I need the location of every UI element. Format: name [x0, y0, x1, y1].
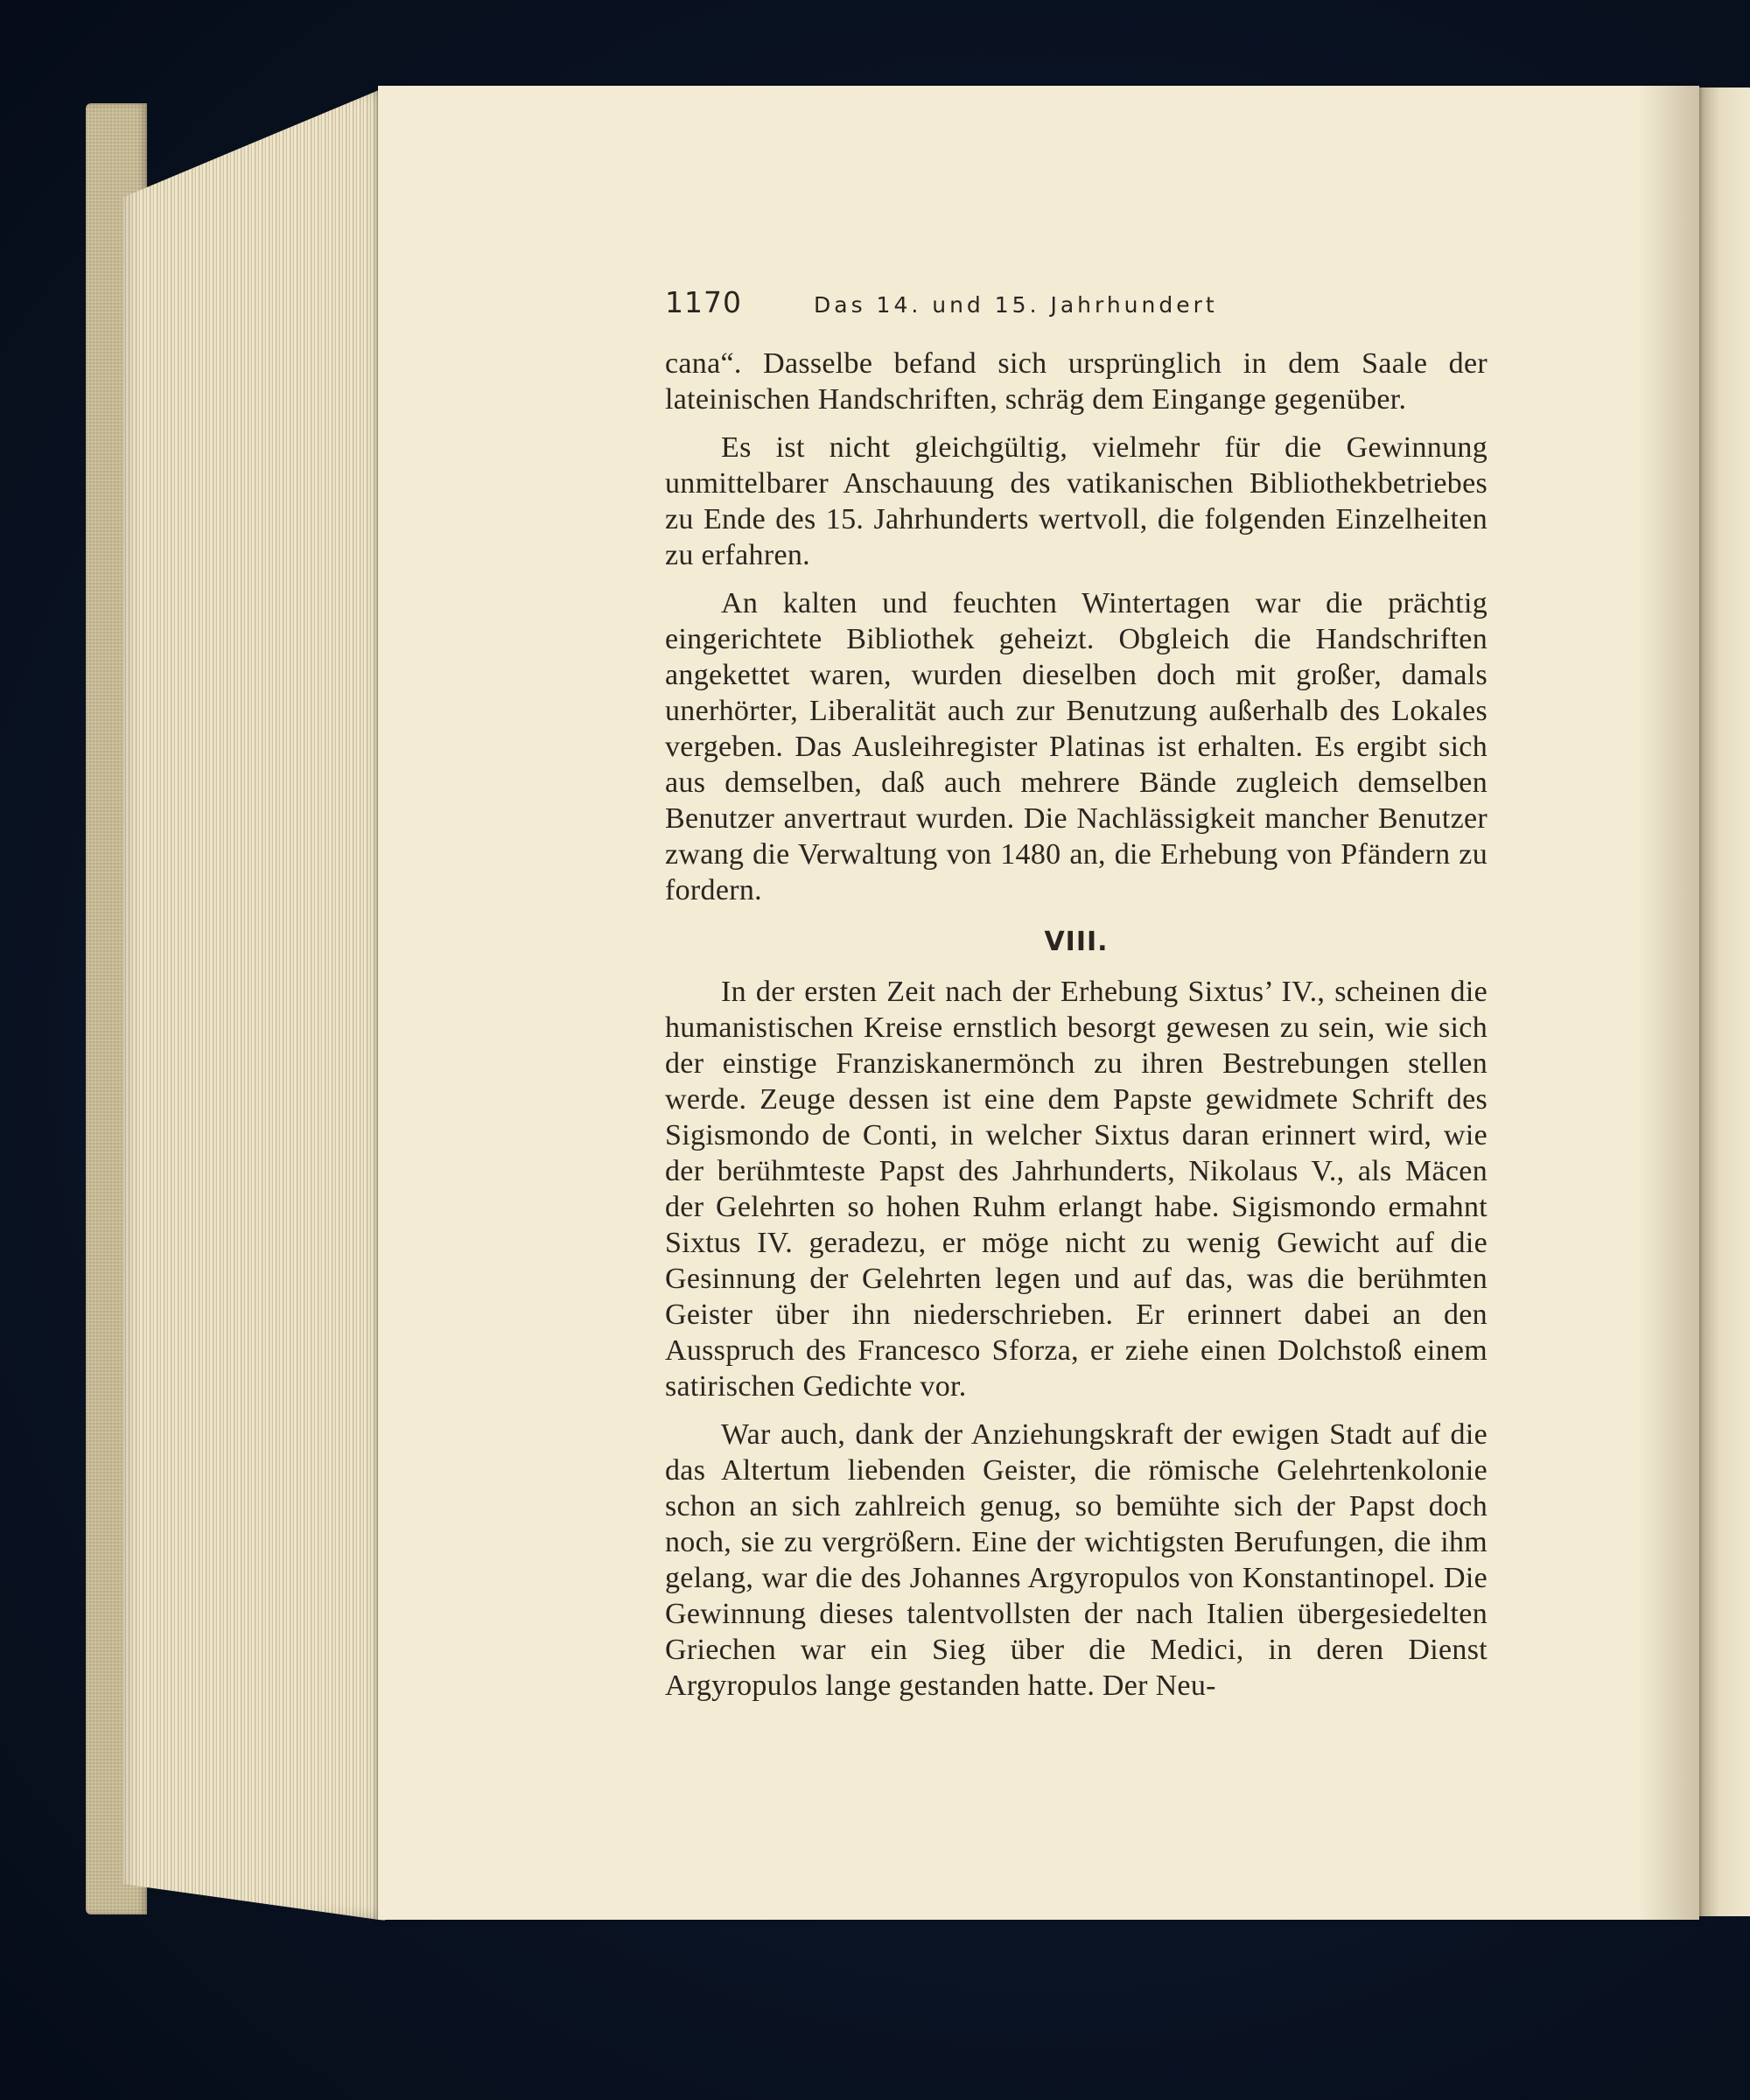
paragraph: In der ersten Zeit nach der Erhebung Sixtus’ IV., scheinen die humanistischen Kreise ernstlich besorgt gewesen zu sein, wie sich der einstige Franziskanermönch zu ihren Bestrebungen stellen werde. Zeuge dessen ist eine dem Papste gewidmete Schrift des Sigismondo de Conti, in welcher Sixtus daran erinnert wird, wie der berühmteste Papst des Jahrhunderts, Nikolaus V., als Mäcen der Gelehrten so hohen Ruhm erlangt habe. Sigismondo ermahnt Sixtus IV. geradezu, er möge nicht zu wenig Gewicht auf die Gesinnung der Gelehrten legen und auf das, was die berühmten Geister über ihn niederschrieben. Er erinnert dabei an den Ausspruch des Francesco Sforza, er ziehe einen Dolchstoß einem satirischen Gedichte vor.	[665, 976, 1488, 1403]
paragraph: War auch, dank der Anziehungskraft der ewigen Stadt auf die das Altertum liebenden Geister, die römische Gelehrtenkolonie schon an sich zahlreich genug, so bemühte sich der Papst doch noch, sie zu vergrößern. Eine der wichtigsten Berufungen, die ihm gelang, war die des Johannes Argyropulos von Konstantinopel. Die Gewinnung dieses talentvollsten der nach Italien übergesiedelten Griechen war ein Sieg über die Medici, in deren Dienst Argyropulos lange gestanden hatte. Der Neu-	[665, 1418, 1488, 1702]
facing-page-edge	[1699, 88, 1750, 1916]
paragraph: cana“. Dasselbe befand sich ursprünglich in dem Saale der lateinischen Handschriften, schräg dem Eingange gegenüber.	[665, 347, 1488, 416]
page-text-block	[665, 284, 1488, 1716]
page-number: 1170	[665, 285, 742, 319]
paragraph: An kalten und feuchten Wintertagen war die prächtig eingerichtete Bibliothek geheizt. Obgleich die Handschriften angekettet waren, wurden dieselben doch mit großer, damals unerhörter, Liberalität auch zur Benutzung außerhalb des Lokales vergeben. Das Ausleihregister Platinas ist erhalten. Es ergibt sich aus demselben, daß auch mehrere Bände zugleich demselben Benutzer anvertraut wurden. Die Nachlässigkeit mancher Benutzer zwang die Verwaltung von 1480 an, die Erhebung von Pfändern zu fordern.	[665, 587, 1488, 906]
paragraph: Es ist nicht gleichgültig, vielmehr für die Gewinnung unmittelbarer Anschauung des vatikanischen Bibliothekbetriebes zu Ende des 15. Jahrhunderts wertvoll, die folgenden Einzelheiten zu erfahren.	[665, 431, 1488, 571]
running-head-title: Das 14. und 15. Jahrhundert	[814, 292, 1218, 318]
page-edges-stack	[122, 88, 385, 1921]
section-heading: VIII.	[1044, 927, 1109, 957]
running-head	[665, 284, 1488, 323]
